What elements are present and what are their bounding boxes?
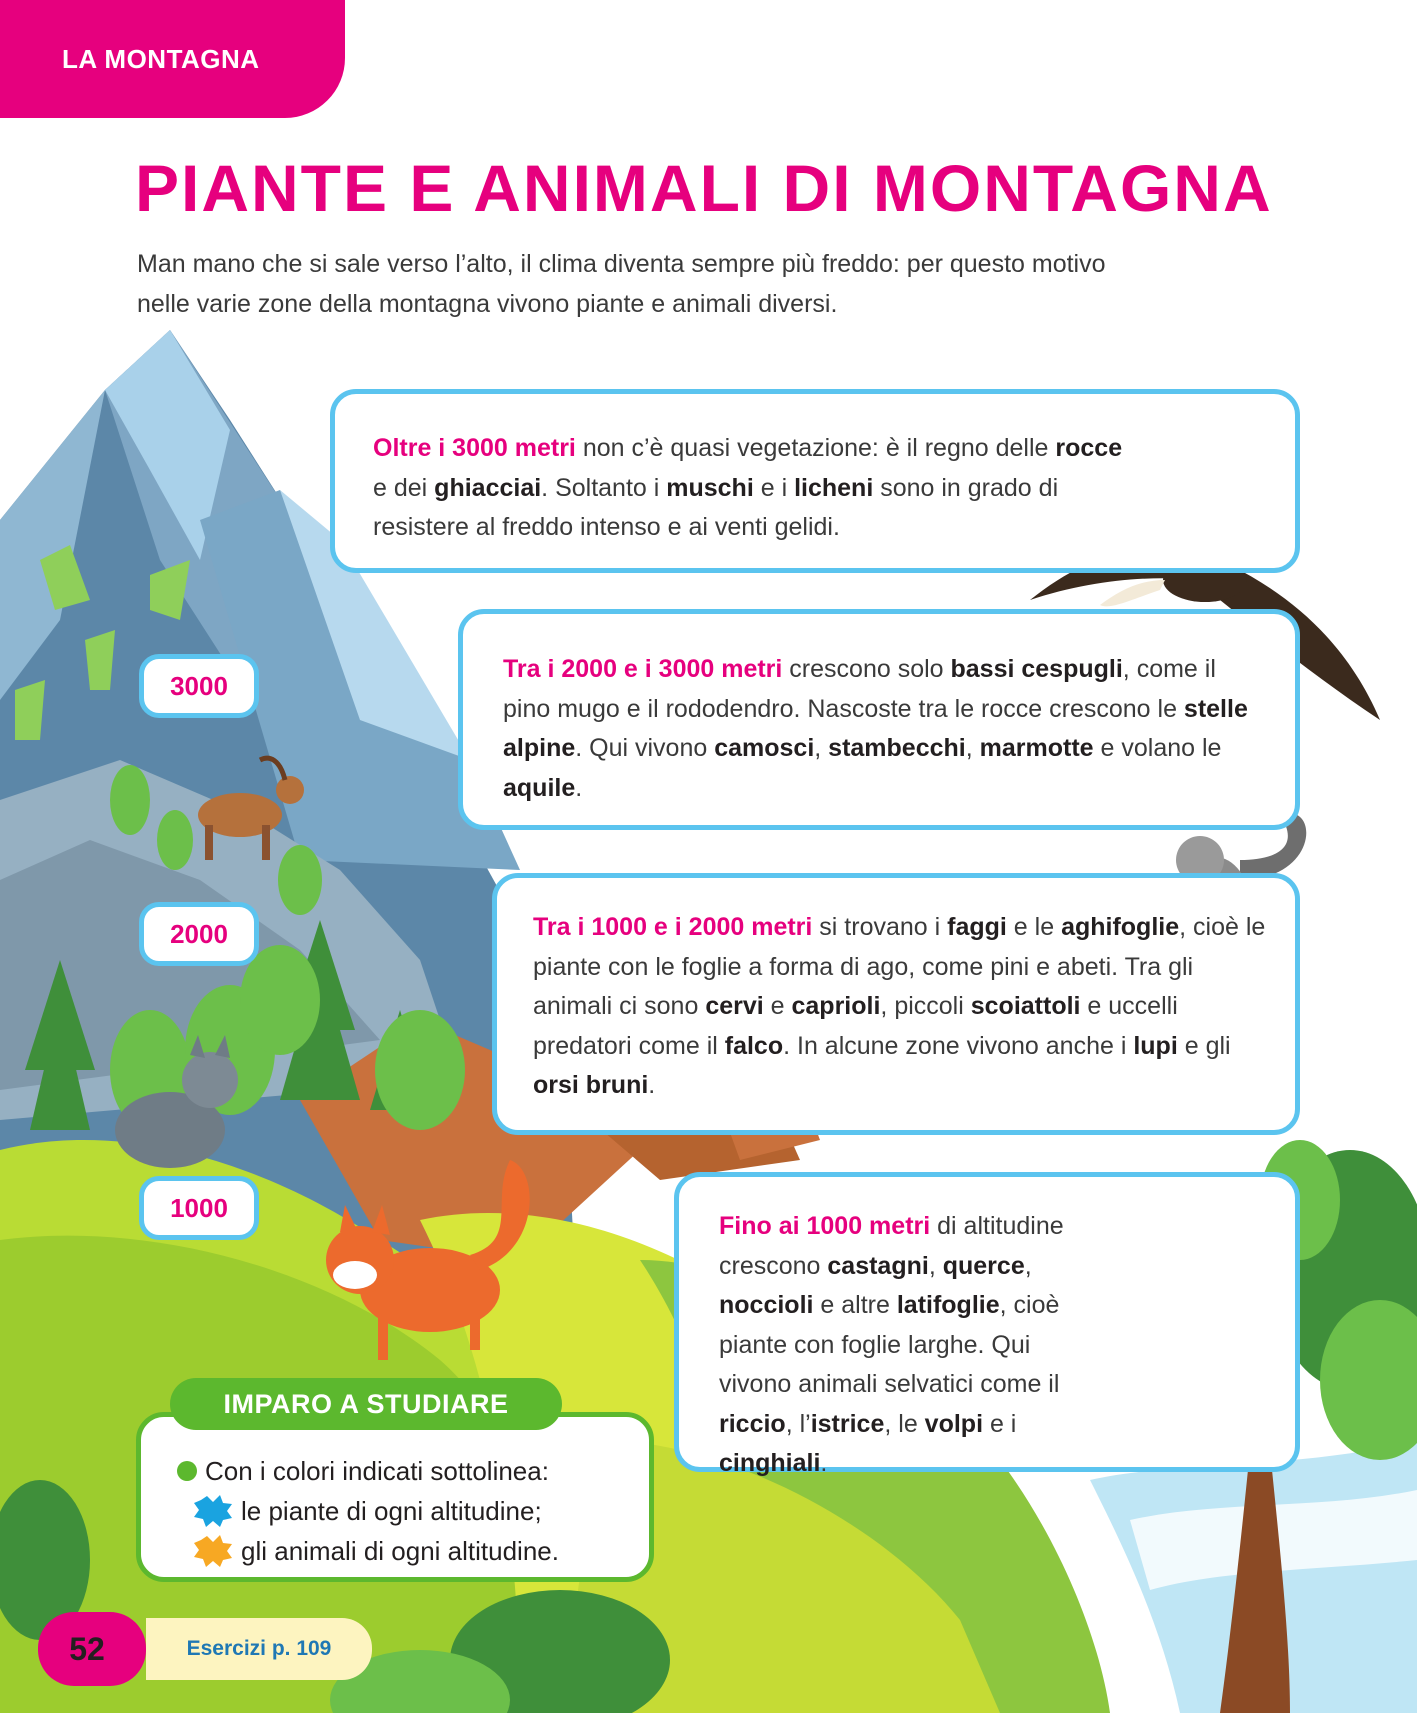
section-tab-label: LA MONTAGNA — [62, 44, 260, 74]
zone-text — [533, 908, 1268, 1106]
keyword: rocce — [1055, 434, 1123, 462]
text-run: e gli — [1177, 1031, 1231, 1060]
zone-box-above-3000 — [330, 389, 1300, 573]
text-run: e volano le — [1093, 734, 1222, 762]
text-run: non c’è quasi vegetazione: è il regno delle — [575, 434, 1056, 462]
orange-splash-icon — [193, 1534, 233, 1568]
text-run: . — [648, 1071, 656, 1099]
text-run: , l’ — [785, 1409, 811, 1438]
text-run: , cioè le piante con le foglie a forma di ago, come pini e abeti. Tra gli animali ci sono — [533, 913, 1266, 1020]
text-run: . Soltanto i — [541, 473, 667, 502]
text-run: . Qui vivono — [575, 734, 715, 762]
keyword: scoiattoli — [970, 992, 1081, 1020]
keyword: ghiacciai — [434, 473, 542, 502]
keyword: aquile — [503, 773, 576, 802]
page-number: 52 — [69, 1630, 105, 1667]
text-run: e i — [983, 1409, 1017, 1438]
text-run: di altitudine crescono — [719, 1212, 1064, 1280]
study-animals-text: gli animali di ogni altitudine. — [241, 1536, 559, 1566]
keyword: lupi — [1133, 1031, 1178, 1060]
text-run: crescono solo — [782, 655, 951, 683]
exercise-reference[interactable]: Esercizi p. 109 — [146, 1618, 372, 1680]
zone-box-1000-2000 — [492, 873, 1300, 1135]
keyword: stambecchi — [828, 734, 966, 762]
keyword: falco — [724, 1031, 784, 1060]
altitude-label-3000: 3000 — [139, 654, 259, 718]
bullet-dot-icon — [177, 1461, 197, 1481]
zone-heading: Tra i 1000 e i 2000 metri — [533, 913, 813, 941]
keyword: castagni — [827, 1251, 929, 1280]
text-run: e altre — [813, 1291, 897, 1319]
keyword: cinghiali — [719, 1449, 821, 1477]
keyword: querce — [942, 1251, 1025, 1280]
zone-heading: Fino ai 1000 metri — [719, 1212, 931, 1240]
text-run: , — [1024, 1251, 1032, 1280]
intro-paragraph: Man mano che si sale verso l’alto, il clima diventa sempre più freddo: per questo motivo nelle varie zone della montagna vivono piante e animali diversi. — [137, 250, 1106, 318]
study-plants-text: le piante di ogni altitudine; — [241, 1496, 542, 1526]
text-run: , — [928, 1251, 943, 1280]
text-run: , — [965, 734, 980, 762]
study-instruction-text: Con i colori indicati sottolinea: — [205, 1456, 549, 1486]
text-run: si trovano i — [812, 913, 948, 941]
text-run: e uccelli predatori come il — [533, 992, 1178, 1060]
text-run: e dei — [373, 473, 435, 502]
text-run: , — [814, 734, 829, 762]
study-header: IMPARO A STUDIARE — [170, 1378, 562, 1430]
zone-heading: Oltre i 3000 metri — [373, 434, 576, 462]
zone-heading: Tra i 2000 e i 3000 metri — [503, 655, 783, 683]
zone-text — [503, 650, 1255, 808]
page-title: PIANTE E ANIMALI DI MONTAGNA — [135, 151, 1273, 225]
keyword: noccioli — [719, 1291, 814, 1319]
zone-text — [719, 1207, 1075, 1484]
text-run: e — [763, 992, 792, 1020]
study-animals-item — [177, 1531, 631, 1571]
keyword: cervi — [705, 992, 764, 1020]
study-box — [136, 1412, 654, 1582]
blue-splash-icon — [193, 1494, 233, 1528]
zone-box-below-1000 — [674, 1172, 1300, 1477]
zone-box-2000-3000 — [458, 609, 1300, 830]
keyword: licheni — [794, 473, 874, 502]
text-run: . In alcune zone vivono anche i — [783, 1031, 1134, 1060]
text-run: , cioè piante con foglie larghe. Qui vivono animali selvatici come il — [719, 1291, 1060, 1398]
study-plants-item — [177, 1491, 631, 1531]
keyword: aghifoglie — [1061, 913, 1180, 941]
keyword: stelle alpine — [503, 694, 1248, 762]
keyword: istrice — [810, 1409, 885, 1438]
keyword: marmotte — [979, 734, 1094, 762]
altitude-label-1000: 1000 — [139, 1176, 259, 1240]
keyword: latifoglie — [896, 1291, 1000, 1319]
text-run: , come il pino mugo e il rododendro. Nascoste tra le rocce crescono le — [503, 655, 1216, 723]
text-run: , le — [884, 1409, 925, 1438]
keyword: volpi — [924, 1409, 984, 1438]
text-run: . — [575, 773, 583, 802]
keyword: bassi cespugli — [950, 655, 1123, 683]
text-run: , piccoli — [880, 992, 971, 1020]
altitude-label-2000: 2000 — [139, 902, 259, 966]
keyword: orsi bruni — [533, 1071, 649, 1099]
keyword: caprioli — [791, 992, 881, 1020]
text-run: e le — [1006, 913, 1062, 941]
keyword: camosci — [714, 734, 815, 762]
text-run: sono in grado di resistere al freddo intenso e ai venti gelidi. — [373, 473, 1059, 541]
zone-text — [373, 429, 1133, 548]
study-instruction — [177, 1451, 631, 1491]
keyword: faggi — [947, 913, 1007, 941]
text-run: . — [820, 1449, 828, 1477]
keyword: riccio — [719, 1409, 786, 1438]
keyword: muschi — [666, 473, 754, 502]
text-run: e i — [753, 473, 795, 502]
